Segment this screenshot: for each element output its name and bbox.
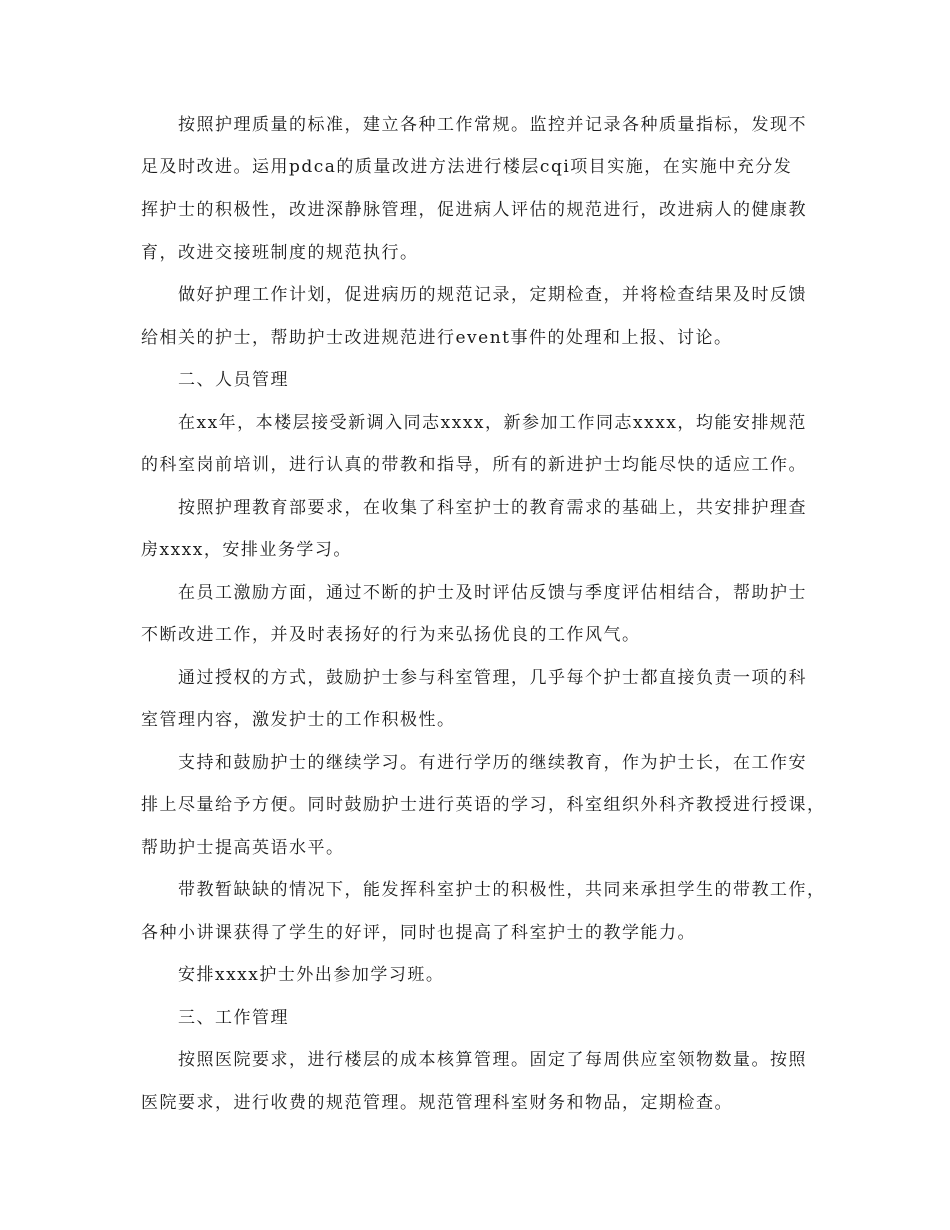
text-line-11: 房xxxx，安排业务学习。 xyxy=(141,540,352,560)
text-line-13: 不断改进工作，并及时表扬好的行为来弘扬优良的工作风气。 xyxy=(141,625,641,645)
text-line-9: 的科室岗前培训，进行认真的带教和指导，所有的新进护士均能尽快的适应工作。 xyxy=(141,455,807,475)
text-line-24: 医院要求，进行收费的规范管理。规范管理科室财务和物品，定期检查。 xyxy=(141,1093,733,1113)
text-line-17: 排上尽量给予方便。同时鼓励护士进行英语的学习，科室组织外科齐教授进行授课， xyxy=(141,795,826,815)
text-line-15: 室管理内容，激发护士的工作积极性。 xyxy=(141,710,456,730)
text-line-18: 帮助护士提高英语水平。 xyxy=(141,838,345,858)
text-line-21: 安排xxxx护士外出参加学习班。 xyxy=(178,965,445,985)
text-line-16: 支持和鼓励护士的继续学习。有进行学历的继续教育，作为护士长，在工作安 xyxy=(178,753,807,773)
text-line-12: 在员工激励方面，通过不断的护士及时评估反馈与季度评估相结合，帮助护士 xyxy=(178,583,807,603)
text-line-6: 给相关的护士，帮助护士改进规范进行event事件的处理和上报、讨论。 xyxy=(141,328,733,348)
text-line-3: 挥护士的积极性，改进深静脉管理，促进病人评估的规范进行，改进病人的健康教 xyxy=(141,200,807,220)
text-line-8: 在xx年，本楼层接受新调入同志xxxx，新参加工作同志xxxx，均能安排规范 xyxy=(178,413,807,433)
text-line-4: 育，改进交接班制度的规范执行。 xyxy=(141,243,419,263)
text-line-20: 各种小讲课获得了学生的好评，同时也提高了科室护士的教学能力。 xyxy=(141,923,696,943)
text-line-14: 通过授权的方式，鼓励护士参与科室管理，几乎每个护士都直接负责一项的科 xyxy=(178,668,807,688)
text-line-19: 带教暂缺缺的情况下，能发挥科室护士的积极性，共同来承担学生的带教工作， xyxy=(178,880,826,900)
section-heading-personnel: 二、人员管理 xyxy=(178,370,289,390)
text-line-5: 做好护理工作计划，促进病历的规范记录，定期检查，并将检查结果及时反馈 xyxy=(178,285,807,305)
text-line-2: 足及时改进。运用pdca的质量改进方法进行楼层cqi项目实施，在实施中充分发 xyxy=(141,157,793,177)
text-line-1: 按照护理质量的标准，建立各种工作常规。监控并记录各种质量指标，发现不 xyxy=(178,115,807,135)
text-line-23: 按照医院要求，进行楼层的成本核算管理。固定了每周供应室领物数量。按照 xyxy=(178,1050,807,1070)
section-heading-work: 三、工作管理 xyxy=(178,1008,289,1028)
text-line-10: 按照护理教育部要求，在收集了科室护士的教育需求的基础上，共安排护理查 xyxy=(178,498,807,518)
